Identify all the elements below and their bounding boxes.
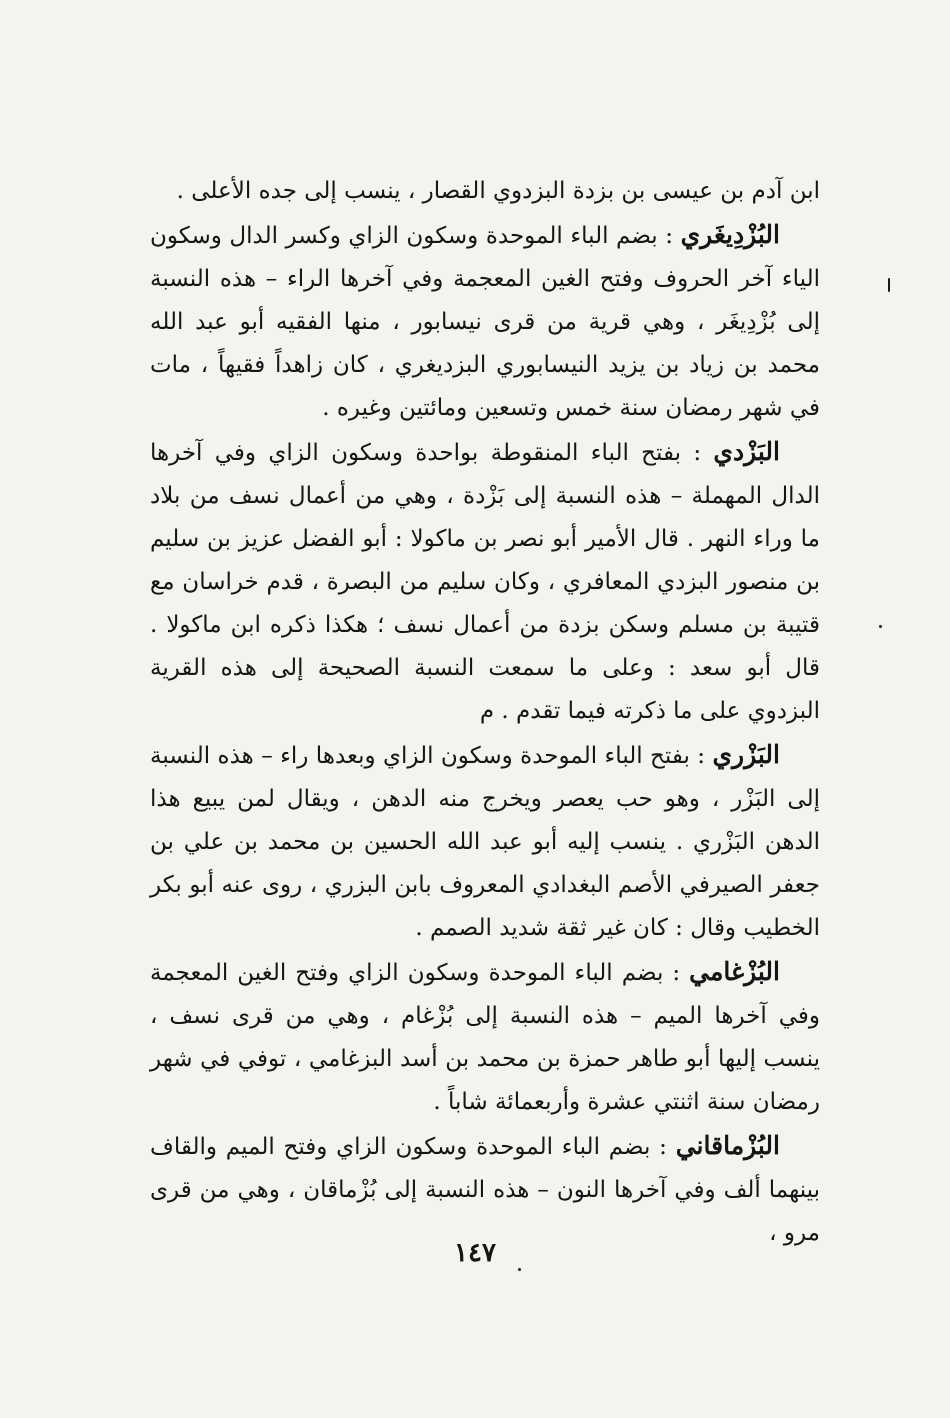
entry-headword: البُزْغامي [689,957,780,986]
entry-headword: البُزْماقاني [675,1131,780,1160]
continuation-paragraph [150,170,820,213]
entry-text: : بضم الباء الموحدة وسكون الزاي وفتح الميم والقاف بينهما ألف وفي آخرها النون – هذه النسبة إلى بُزْماقان ، وهي من قرى مرو ، [150,1134,820,1246]
page-number: ١٤٧ [454,1238,496,1268]
entry-headword: البُزْدِيغَري [680,220,780,249]
entry-buzghami [150,950,820,1124]
scan-speck [888,278,890,292]
entry-buzdighari [150,213,820,430]
page-body [150,170,820,1255]
entry-text: : بفتح الباء الموحدة وسكون الزاي وبعدها راء – هذه النسبة إلى البَزْر ، وهو حب يعصر ويخرج منه الدهن ، ويقال لمن يبيع هذا الدهن البَزْري . ينسب إليه أبو عبد الله الحسين بن محمد بن علي بن جعفر الصيرفي الأصم البغدادي المعروف بابن البزري ، روى عنه أبو بكر الخطيب وقال : كان غير ثقة شديد الصمم . [150,743,820,941]
entry-text: : بضم الباء الموحدة وسكون الزاي وكسر الدال وسكون الياء آخر الحروف وفتح الغين المعجمة وفي آخرها الراء – هذه النسبة إلى بُزْدِيغَر ، وهي قرية من قرى نيسابور ، منها الفقيه أبو عبد الله محمد بن زياد بن يزيد النيسابوري البزديغري ، كان زاهداً فقيهاً ، مات في شهر رمضان سنة خمس وتسعين ومائتين وغيره . [150,223,820,421]
scan-speck [518,1268,521,1271]
entry-headword: البَزْدي [713,437,780,466]
scan-speck [879,625,882,628]
entry-bazdi [150,430,820,733]
entry-buzmaqani [150,1124,820,1255]
continuation-text: ابن آدم بن عيسى بن بزدة البزدوي القصار ، ينسب إلى جده الأعلى . [176,178,820,204]
entry-text: : بضم الباء الموحدة وسكون الزاي وفتح الغين المعجمة وفي آخرها الميم – هذه النسبة إلى بُزْغام ، وهي من قرى نسف ، ينسب إليها أبو طاهر حمزة بن محمد بن أسد البزغامي ، توفي في شهر رمضان سنة اثنتي عشرة وأربعمائة شاباً . [150,960,820,1115]
entry-text: : بفتح الباء المنقوطة بواحدة وسكون الزاي وفي آخرها الدال المهملة – هذه النسبة إلى بَزْدة ، وهي من أعمال نسف من بلاد ما وراء النهر . قال الأمير أبو نصر بن ماكولا : أبو الفضل عزيز بن سليم بن منصور البزدي المعافري ، وكان سليم من البصرة ، قدم خراسان مع قتيبة بن مسلم وسكن بزدة من أعمال نسف ؛ هكذا ذكره ابن ماكولا . قال أبو سعد : وعلى ما سمعت النسبة الصحيحة إلى هذه القرية البزدوي على ما ذكرته فيما تقدم . م [150,440,820,724]
entry-bazri [150,733,820,950]
entry-headword: البَزْري [712,740,780,769]
